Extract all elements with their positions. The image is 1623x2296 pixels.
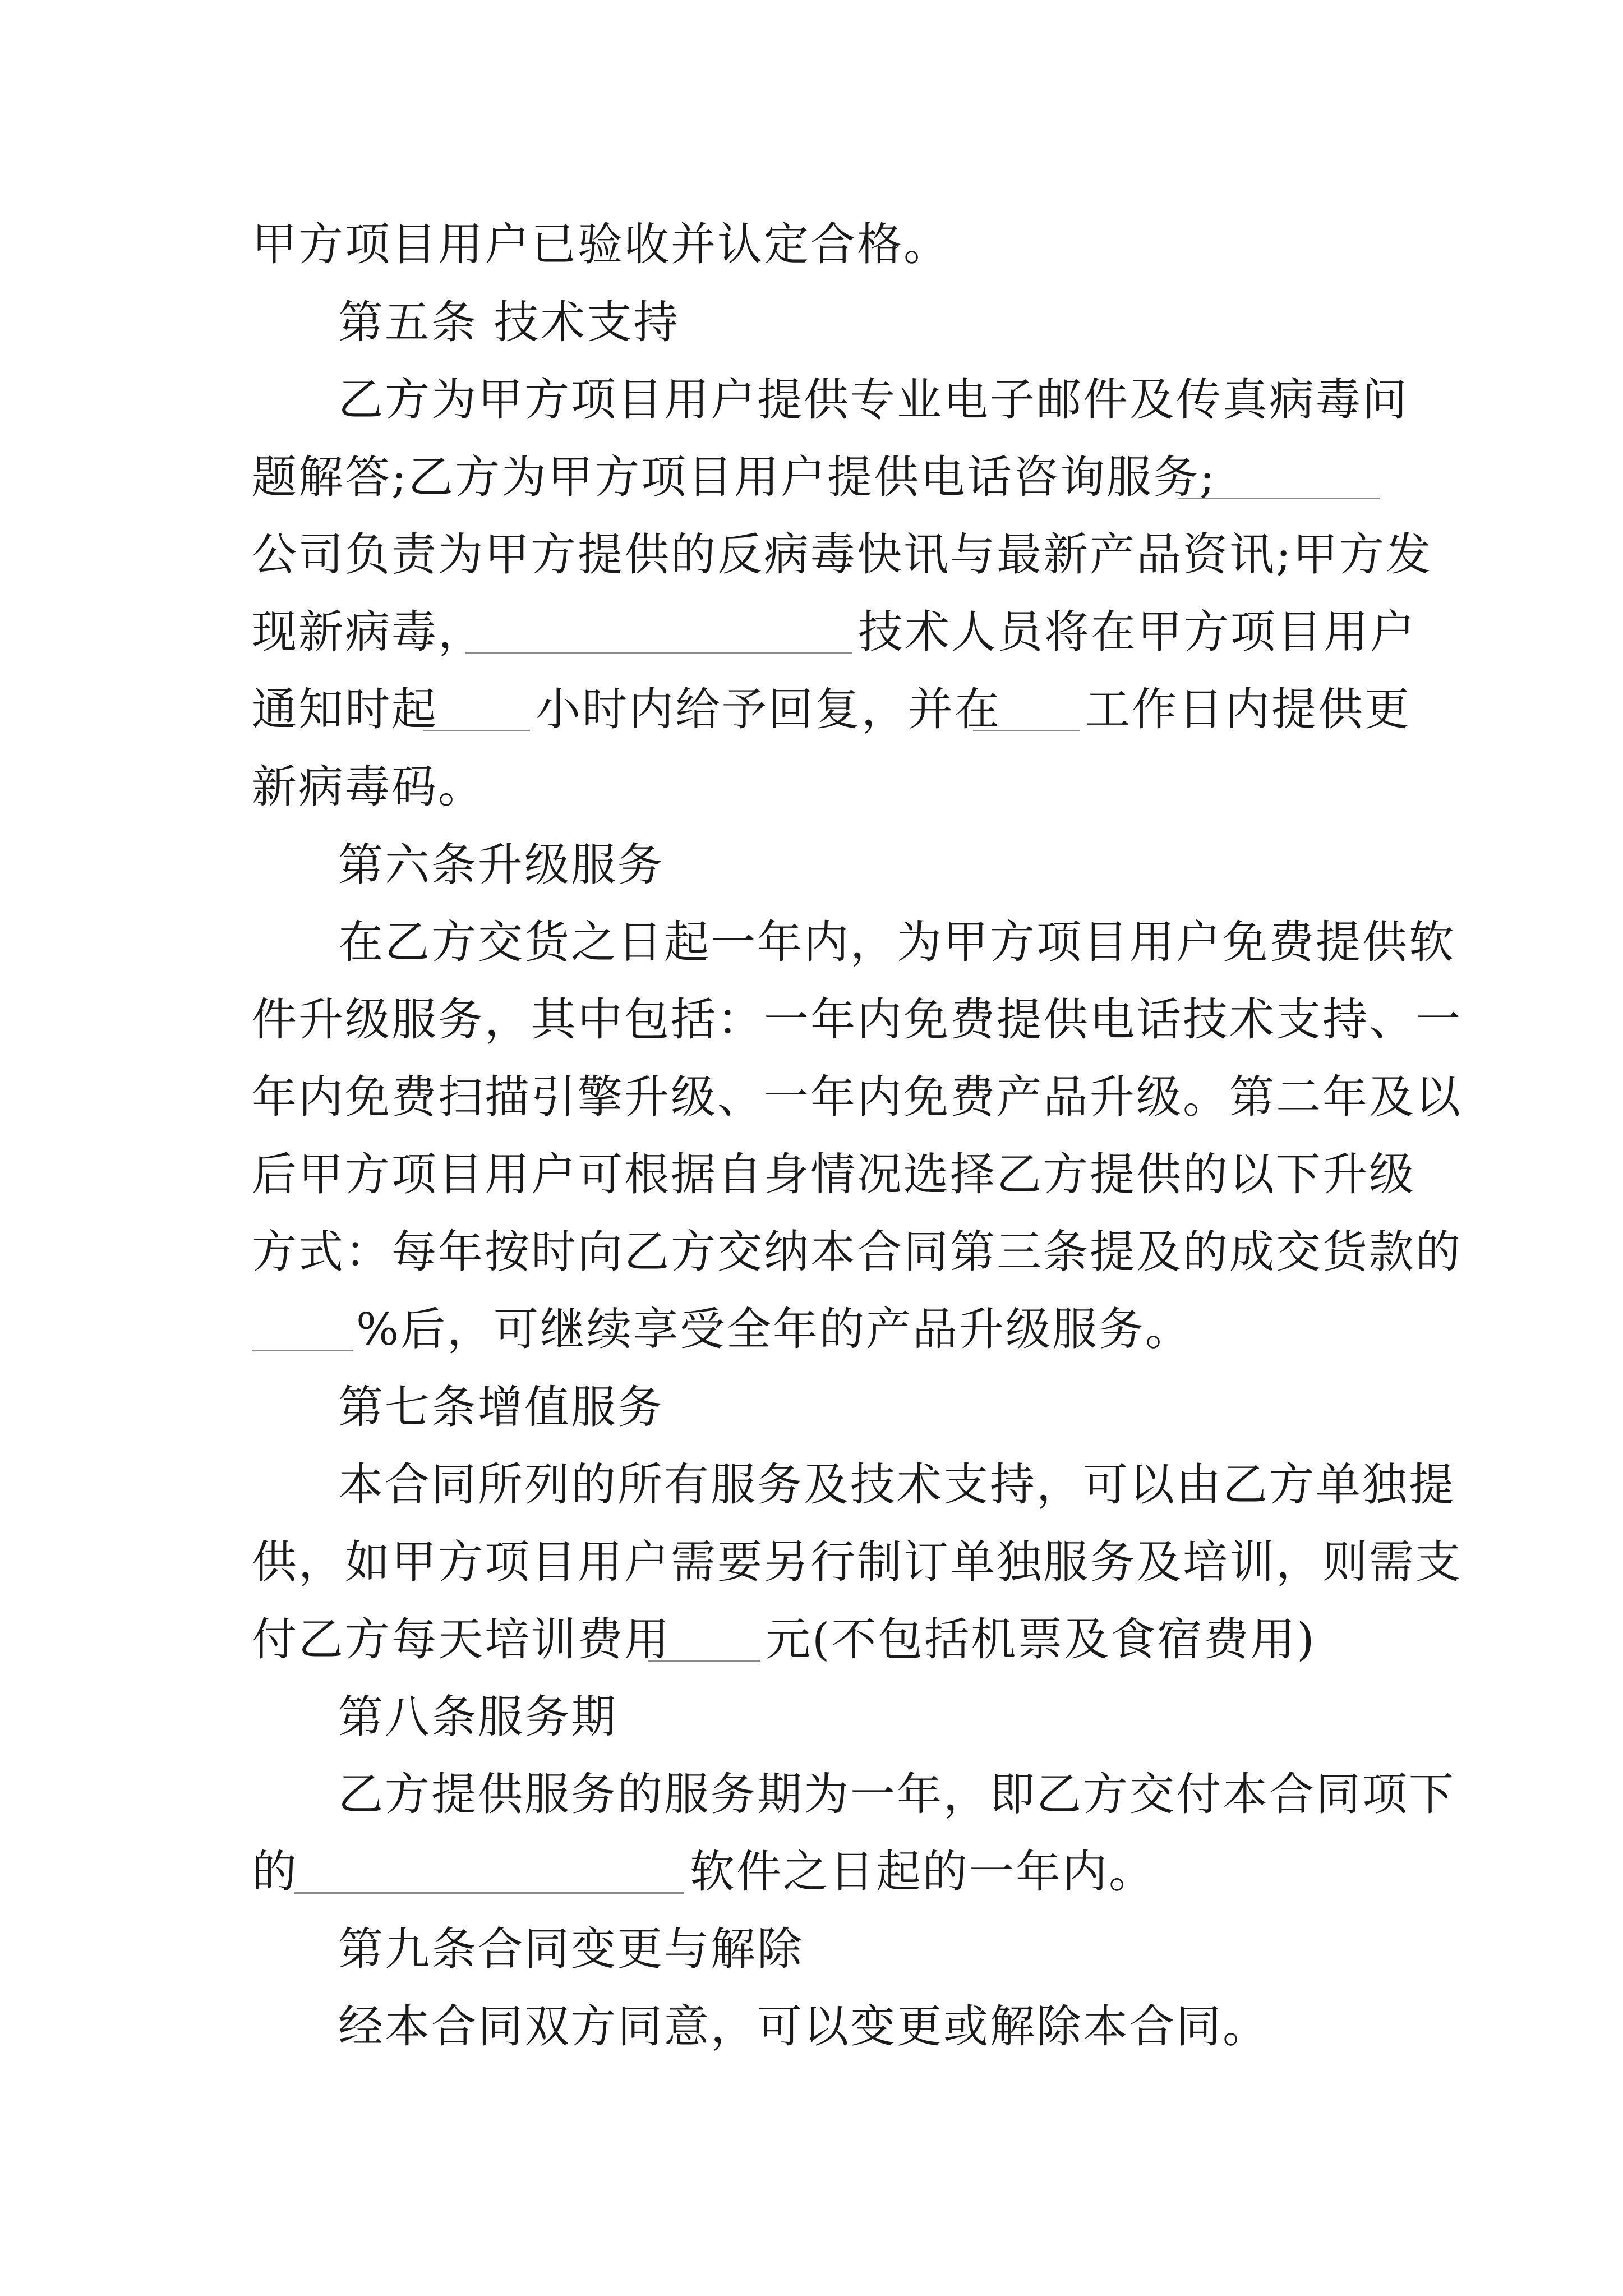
heading-text: 第七条增值服务	[338, 1381, 664, 1433]
heading-text: 第五条 技术支持	[338, 296, 680, 348]
text-line: 本合同所列的所有服务及技术支持，可以由乙方单独提	[338, 1458, 1455, 1511]
paragraph-line	[0, 510, 1623, 600]
text-line: 方式：每年按时向乙方交纳本合同第三条提及的成交货款的	[252, 1226, 1462, 1278]
blank-field	[252, 1285, 353, 1374]
text-line: 技术人员将在甲方项目用户	[858, 606, 1417, 658]
paragraph-line	[0, 1517, 1623, 1607]
blank-field	[1178, 432, 1380, 522]
text-line: 软件之日起的一年内。	[690, 1846, 1155, 1898]
text-line: 元(不包括机票及食宿费用)	[766, 1613, 1316, 1665]
paragraph-line	[0, 898, 1623, 987]
paragraph-line	[0, 1982, 1623, 2072]
paragraph-line	[0, 355, 1623, 445]
text-line: 题解答;乙方为甲方项目用户提供电话咨询服务;	[252, 451, 1216, 503]
blank-field	[294, 1827, 684, 1917]
text-line: 小时内给予回复，并在	[536, 683, 1001, 735]
text-line: 的	[252, 1846, 298, 1898]
paragraph-line	[0, 742, 1623, 832]
text-line: 件升级服务，其中包括：一年内免费提供电话技术支持、一	[252, 993, 1462, 1046]
text-line: 工作日内提供更	[1085, 683, 1411, 735]
text-line: 经本合同双方同意，可以变更或解除本合同。	[338, 2000, 1269, 2053]
paragraph-line	[0, 1750, 1623, 1839]
text-line: 乙方提供服务的服务期为一年，即乙方交付本合同项下	[338, 1768, 1455, 1820]
paragraph-line	[0, 432, 1623, 522]
text-line: 公司负责为甲方提供的反病毒快讯与最新产品资讯;甲方发	[252, 528, 1432, 581]
text-line: 年内免费扫描引擎升级、一年内免费产品升级。第二年及以	[252, 1071, 1462, 1123]
section-heading-8	[0, 1672, 1623, 1762]
text-line: %后，可继续享受全年的产品升级服务。	[356, 1303, 1192, 1355]
heading-text: 第六条升级服务	[338, 839, 664, 891]
section-heading-6	[0, 820, 1623, 910]
paragraph-line	[0, 1440, 1623, 1530]
paragraph-line	[0, 587, 1623, 677]
text-line: 甲方项目用户已验收并认定合格。	[252, 218, 950, 270]
text-line: 后甲方项目用户可根据自身情况选择乙方提供的以下升级	[252, 1148, 1415, 1200]
blank-field	[648, 1595, 760, 1685]
paragraph-line	[0, 1285, 1623, 1374]
paragraph-line	[0, 1595, 1623, 1685]
paragraph-line	[0, 200, 1623, 289]
paragraph-line	[0, 1130, 1623, 1220]
text-line: 乙方为甲方项目用户提供专业电子邮件及传真病毒问	[338, 374, 1409, 426]
text-line: 供，如甲方项目用户需要另行制订单独服务及培训，则需支	[252, 1536, 1462, 1588]
blank-field	[973, 665, 1080, 754]
paragraph-line	[0, 1207, 1623, 1297]
heading-text: 第九条合同变更与解除	[338, 1923, 804, 1975]
section-heading-9	[0, 1904, 1623, 1994]
text-line: 现新病毒，	[252, 606, 485, 658]
text-line: 付乙方每天培训费用	[252, 1613, 671, 1665]
blank-field	[423, 665, 530, 754]
heading-text: 第八条服务期	[338, 1691, 617, 1743]
paragraph-line	[0, 665, 1623, 754]
paragraph-line	[0, 975, 1623, 1065]
paragraph-line	[0, 1052, 1623, 1142]
text-line: 新病毒码。	[252, 761, 485, 813]
section-heading-7	[0, 1363, 1623, 1452]
section-heading-5	[0, 278, 1623, 367]
blank-field	[465, 587, 852, 677]
text-line: 通知时起	[252, 683, 438, 735]
paragraph-line	[0, 1827, 1623, 1917]
text-line: 在乙方交货之日起一年内，为甲方项目用户免费提供软	[338, 916, 1455, 968]
